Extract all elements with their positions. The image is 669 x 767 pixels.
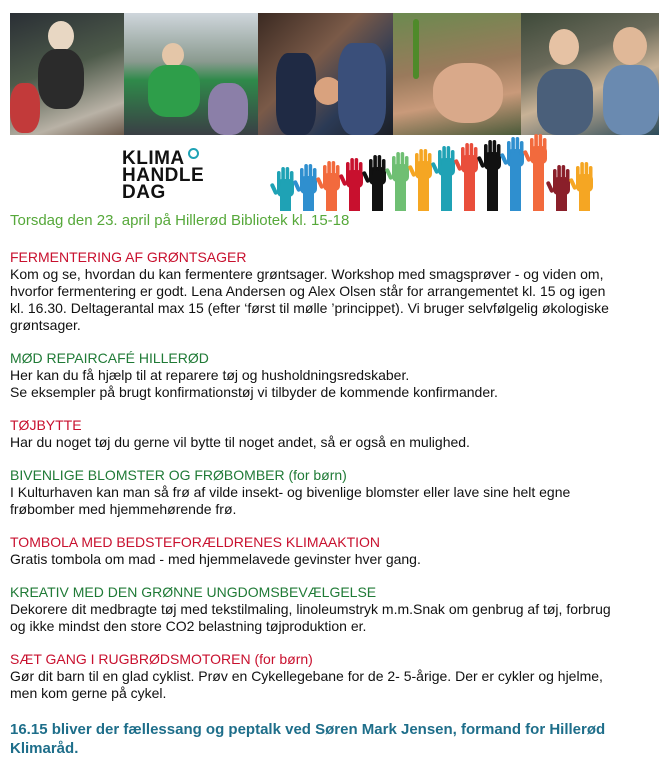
program-section bbox=[10, 417, 660, 451]
logo-dot bbox=[188, 148, 199, 159]
section-body-line: Gør dit barn til en glad cyklist. Prøv en Cykellegebane for de 2- 5-årige. Der er cykler og hjelme, bbox=[10, 668, 603, 684]
section-body-line: men kom gerne på cykel. bbox=[10, 685, 167, 701]
section-body-line: kl. 16.30. Deltagerantal max 15 (efter ‘først til mølle ’princippet). Vi bruger selvfølgelig økologiske bbox=[10, 300, 609, 316]
section-heading: BIVENLIGE BLOMSTER OG FRØBOMBER (for børn) bbox=[10, 467, 347, 483]
klima-handle-dag-logo bbox=[122, 150, 232, 201]
footer-announcement bbox=[10, 720, 660, 758]
section-heading: TOMBOLA MED BEDSTEFORÆLDRENES KLIMAAKTION bbox=[10, 534, 381, 550]
raised-hand-icon bbox=[362, 155, 386, 211]
raised-hand-icon bbox=[454, 143, 478, 211]
section-body-line: Har du noget tøj du gerne vil bytte til noget andet, så er også en mulighed. bbox=[10, 434, 470, 450]
raised-hand-icon bbox=[270, 167, 294, 211]
raised-hand-icon bbox=[293, 164, 317, 211]
photo-banner bbox=[10, 13, 659, 135]
footer-line2: Klimaråd. bbox=[10, 740, 79, 757]
photo-holding-hands bbox=[258, 13, 393, 135]
raised-hand-icon bbox=[339, 158, 363, 211]
section-body-line: og ikke mindst den store CO2 belastning tøjproduktion er. bbox=[10, 618, 367, 634]
logo-line3: DAG bbox=[122, 182, 166, 203]
raised-hand-icon bbox=[385, 152, 409, 211]
program-section bbox=[10, 534, 660, 568]
event-date-line: Torsdag den 23. april på Hillerød Bibliotek kl. 15-18 bbox=[10, 212, 350, 229]
section-heading: FERMENTERING AF GRØNTSAGER bbox=[10, 249, 247, 265]
photo-workshop bbox=[10, 13, 124, 135]
section-body-line: Gratis tombola om mad - med hjemmelavede gevinster hver gang. bbox=[10, 551, 421, 567]
section-body-line: grøntsager. bbox=[10, 317, 81, 333]
raised-hand-icon bbox=[477, 140, 501, 211]
section-body-line: I Kulturhaven kan man så frø af vilde insekt- og bivenlige blomster eller lave sine helt egne bbox=[10, 484, 571, 500]
section-heading: MØD REPAIRCAFÉ HILLERØD bbox=[10, 350, 209, 366]
section-body-line: hvorfor fermentering er godt. Lena Andersen og Alex Olsen står for arrangementet kl. 15 og igen bbox=[10, 283, 606, 299]
raised-hand-icon bbox=[408, 149, 432, 211]
section-body-line: Se eksempler på brugt konfirmationstøj vi tilbyder de kommende konfirmander. bbox=[10, 384, 498, 400]
section-body-line: Her kan du få hjælp til at reparere tøj og husholdningsredskaber. bbox=[10, 367, 410, 383]
photo-hand-with-plant bbox=[393, 13, 521, 135]
program-section bbox=[10, 350, 660, 401]
program-section bbox=[10, 651, 660, 702]
photo-two-women bbox=[521, 13, 659, 135]
raised-hand-icon bbox=[569, 162, 593, 211]
raised-hand-icon bbox=[431, 146, 455, 211]
program-section bbox=[10, 249, 660, 334]
section-heading: SÆT GANG I RUGBRØDSMOTOREN (for børn) bbox=[10, 651, 313, 667]
program-section bbox=[10, 467, 660, 518]
raised-hands-illustration bbox=[270, 129, 600, 211]
raised-hand-icon bbox=[546, 165, 570, 211]
logo-line1: KLIMA bbox=[122, 148, 185, 169]
raised-hand-icon bbox=[523, 134, 547, 211]
logo-line2: HANDLE bbox=[122, 165, 205, 186]
section-heading: TØJBYTTE bbox=[10, 417, 82, 433]
section-body-line: Kom og se, hvordan du kan fermentere grøntsager. Workshop med smagsprøver - og viden om, bbox=[10, 266, 604, 282]
footer-line1: 16.15 bliver der fællessang og peptalk ved Søren Mark Jensen, formand for Hillerød bbox=[10, 721, 606, 738]
raised-hand-icon bbox=[316, 161, 340, 211]
raised-hand-icon bbox=[500, 137, 524, 211]
section-body-line: Dekorere dit medbragte tøj med tekstilmaling, linoleumstryk m.m.Snak om genbrug af tøj, forbrug bbox=[10, 601, 611, 617]
section-heading: KREATIV MED DEN GRØNNE UNGDOMSBEVÆLGELSE bbox=[10, 584, 377, 600]
program-section bbox=[10, 584, 660, 635]
photo-greenhouse bbox=[124, 13, 258, 135]
section-body-line: frøbomber med hjemmehørende frø. bbox=[10, 501, 237, 517]
